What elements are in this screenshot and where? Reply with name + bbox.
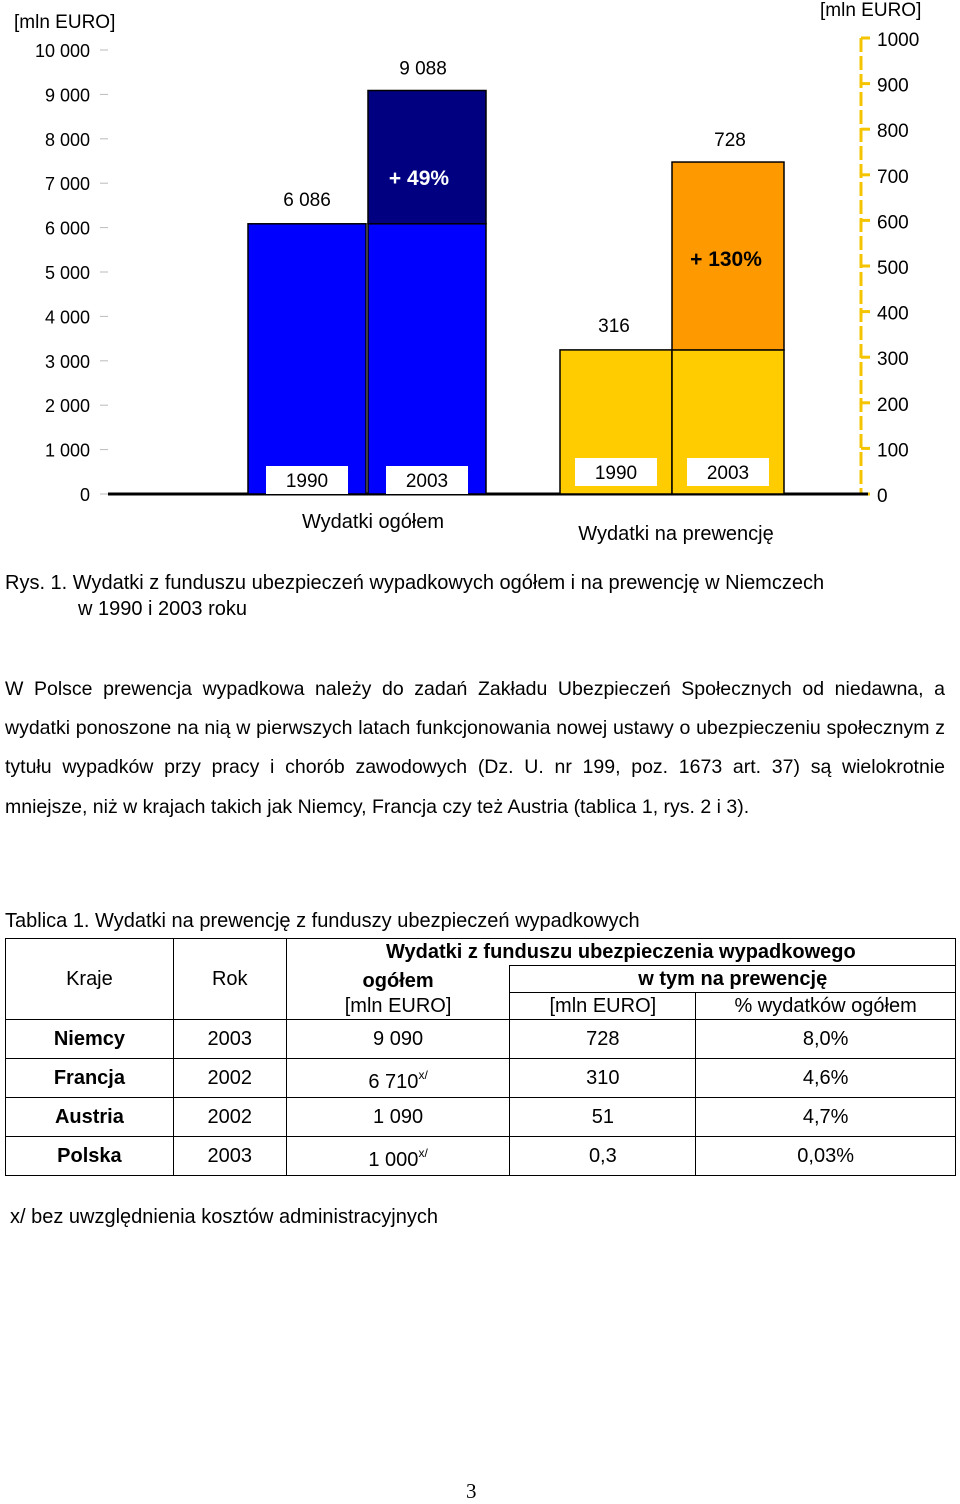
- left-tick-label: 0: [79, 485, 90, 505]
- change-label: + 130%: [690, 248, 762, 271]
- table-title: Tablica 1. Wydatki na prewencję z funduszy ubezpieczeń wypadkowych: [5, 910, 640, 932]
- group-label-prewencja: Wydatki na prewencję: [578, 523, 774, 545]
- right-tick-label: 900: [877, 75, 909, 97]
- cell-procent: 8,0%: [696, 1020, 956, 1059]
- bar-2003-base-0: [368, 224, 486, 494]
- left-tick-label: 4 000: [44, 307, 90, 328]
- table-row: [6, 1098, 956, 1137]
- cell-prewencja: 51: [510, 1098, 696, 1137]
- table-row: [6, 1020, 956, 1059]
- figure-caption: [5, 570, 955, 622]
- table-row: [6, 1137, 956, 1176]
- cell-procent: 4,6%: [696, 1059, 956, 1098]
- bar-1990-0: [248, 224, 366, 494]
- bar-value-label: 316: [598, 315, 630, 337]
- cell-rok: 2002: [173, 1059, 286, 1098]
- header-rok: Rok: [173, 939, 286, 1020]
- header-prewencja: w tym na prewencję: [510, 966, 956, 993]
- right-tick-label: 700: [877, 166, 909, 188]
- cell-rok: 2003: [173, 1020, 286, 1059]
- header-ogolem-unit: [mln EURO]: [286, 993, 510, 1020]
- right-tick-label: 300: [877, 349, 909, 371]
- header-procent: % wydatków ogółem: [696, 993, 956, 1020]
- cell-procent: 4,7%: [696, 1098, 956, 1137]
- caption-line-1: Rys. 1. Wydatki z funduszu ubezpieczeń wypadkowych ogółem i na prewencję w Niemczech: [5, 572, 825, 594]
- left-tick-label: 1 000: [44, 440, 90, 461]
- cell-kraj: Austria: [6, 1098, 174, 1137]
- header-group: Wydatki z funduszu ubezpieczenia wypadkowego: [286, 939, 955, 966]
- body-paragraph: W Polsce prewencja wypadkowa należy do zadań Zakładu Ubezpieczeń Społecznych od niedawna, a wydatki ponoszone na nią w pierwszych latach funkcjonowania nowej ustawy o ubezpieczeniu społecznym z tytułu wypadków przy pracy i chorób zawodowych (Dz. U. nr 199, poz. 1673 art. 37) są wielokrotnie mniejsze, niż w krajach takich jak Niemcy, Francja czy też Austria (tablica 1, rys. 2 i 3).: [5, 678, 945, 818]
- cell-ogolem: [286, 1137, 510, 1176]
- cell-ogolem-value: 1 000: [368, 1148, 419, 1171]
- cell-rok: 2003: [173, 1137, 286, 1176]
- table-footnote: x/ bez uwzględnienia kosztów administracyjnych: [10, 1206, 438, 1228]
- cell-rok: 2002: [173, 1098, 286, 1137]
- cell-ogolem-value: 9 090: [373, 1028, 424, 1050]
- bar-value-label: 728: [714, 130, 746, 152]
- page-number: 3: [466, 1479, 477, 1503]
- left-tick-label: 2 000: [44, 396, 90, 417]
- cell-kraj: Polska: [6, 1137, 174, 1176]
- table-row: [6, 1059, 956, 1098]
- caption-line-2: w 1990 i 2003 roku: [78, 598, 248, 620]
- cell-ogolem: [286, 1020, 510, 1059]
- left-tick-label: 5 000: [44, 263, 90, 283]
- bar-value-label: 6 086: [283, 189, 331, 211]
- year-label: 2003: [706, 463, 750, 484]
- left-tick-label: 7 000: [44, 174, 90, 195]
- cell-kraj: Francja: [6, 1059, 174, 1098]
- group-label-ogolem: Wydatki ogółem: [301, 511, 445, 533]
- right-tick-label: 800: [877, 121, 909, 143]
- cell-kraj: Niemcy: [6, 1020, 174, 1059]
- year-label: 1990: [594, 463, 638, 484]
- left-tick-label: 6 000: [44, 218, 90, 239]
- cell-ogolem: [286, 1059, 510, 1098]
- bar-2003-increase-0: [368, 90, 486, 223]
- right-axis: [861, 30, 919, 507]
- left-axis-unit: [mln EURO]: [14, 12, 116, 33]
- change-label: + 49%: [388, 167, 450, 190]
- header-kraje: Kraje: [6, 939, 174, 1020]
- cell-ogolem: [286, 1098, 510, 1137]
- cell-prewencja: 310: [510, 1059, 696, 1098]
- footnote-mark: x/: [418, 1067, 428, 1082]
- footnote-mark: x/: [418, 1145, 428, 1160]
- cell-procent: 0,03%: [696, 1137, 956, 1176]
- right-tick-label: 200: [877, 394, 909, 416]
- year-label: 2003: [405, 471, 449, 492]
- right-tick-label: 1000: [877, 30, 920, 51]
- right-tick-label: 400: [877, 303, 909, 325]
- expenditure-table: [5, 938, 956, 1176]
- expenditure-chart: [0, 0, 960, 560]
- bar-value-label: 9 088: [399, 58, 447, 80]
- cell-prewencja: 728: [510, 1020, 696, 1059]
- left-tick-label: 10 000: [34, 41, 90, 61]
- header-prewencja-unit: [mln EURO]: [510, 993, 696, 1020]
- left-tick-label: 8 000: [44, 129, 90, 150]
- right-tick-label: 500: [877, 258, 909, 279]
- left-tick-label: 9 000: [44, 85, 90, 106]
- right-tick-label: 100: [877, 440, 909, 462]
- right-tick-label: 0: [877, 486, 888, 507]
- left-tick-label: 3 000: [44, 351, 90, 372]
- cell-prewencja: 0,3: [510, 1137, 696, 1176]
- cell-ogolem-value: 6 710: [368, 1070, 419, 1093]
- left-axis-ticks: [35, 41, 108, 505]
- year-label: 1990: [285, 471, 329, 492]
- right-tick-label: 600: [877, 212, 909, 234]
- right-axis-unit: [mln EURO]: [820, 0, 922, 21]
- header-ogolem: ogółem: [286, 966, 510, 993]
- cell-ogolem-value: 1 090: [373, 1106, 424, 1128]
- chart-bars: [248, 58, 784, 494]
